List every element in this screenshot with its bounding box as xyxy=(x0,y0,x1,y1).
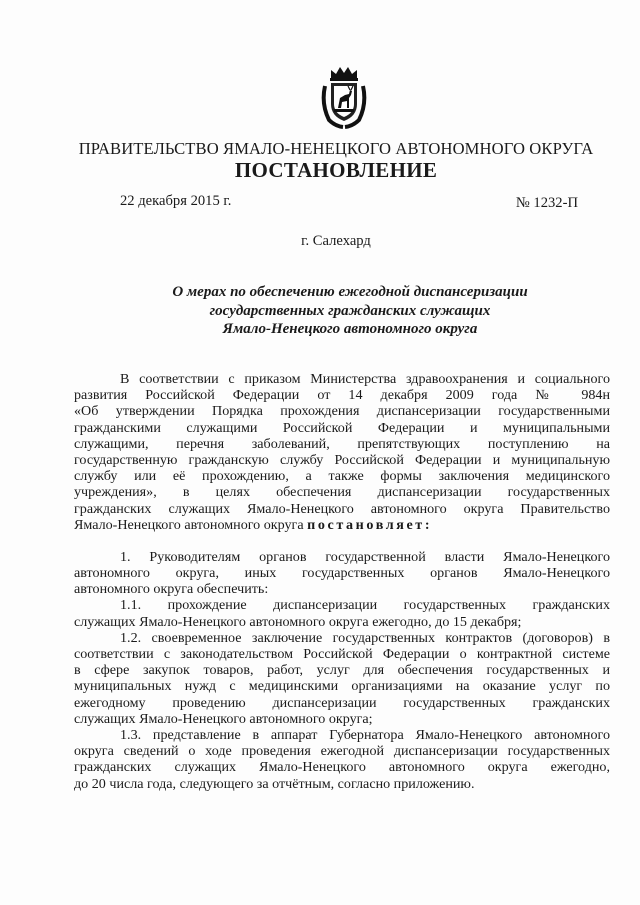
text-line: государственную гражданскую службу Российской Федерации и муниципальную xyxy=(74,451,610,468)
text-line: гражданскими служащими Российской Федерации и муниципальными xyxy=(74,419,610,436)
text-line: «Об утверждении Порядка прохождения диспансеризации государственными xyxy=(74,403,610,420)
resolves-word: постановляет: xyxy=(307,516,433,533)
text-line: 1.2. своевременное заключение государственных контрактов (договоров) в xyxy=(120,629,610,646)
document-number: № 1232-П xyxy=(515,195,578,211)
text-line: служащих Ямало-Ненецкого автономного округа; xyxy=(74,710,373,727)
text-line: учреждения», в целях обеспечения диспансеризации государственных xyxy=(74,484,610,501)
document-body xyxy=(74,371,610,792)
document-date: 22 декабря 2015 г. xyxy=(120,193,232,209)
text-line: до 20 числа года, следующего за отчётным, согласно приложению. xyxy=(74,775,475,792)
text-line: В соответствии с приказом Министерства здравоохранения и социального xyxy=(120,371,610,387)
title-line: государственных гражданских служащих xyxy=(209,302,491,319)
text-line: 1.1. прохождение диспансеризации государственных гражданских xyxy=(120,597,610,614)
text-line: развития Российской Федерации от 14 декабря 2009 года № 984н xyxy=(74,387,610,404)
government-name: ПРАВИТЕЛЬСТВО ЯМАЛО-НЕНЕЦКОГО АВТОНОМНОГО ОКРУГА xyxy=(78,139,594,158)
text-line: ежегодному проведению диспансеризации государственных гражданских xyxy=(74,694,610,711)
document-title xyxy=(100,283,600,339)
text-line: в сфере закупок товаров, работ, услуг для обеспечения государственных и xyxy=(74,662,610,679)
item-1 xyxy=(74,549,610,598)
title-line: О мерах по обеспечению ежегодной диспансеризации xyxy=(172,284,528,300)
coat-of-arms-icon xyxy=(319,64,369,130)
item-1-3 xyxy=(74,727,610,792)
text-line: служащими, перечня заболеваний, препятствующих поступлению на xyxy=(74,435,610,452)
document-city: г. Салехард xyxy=(301,233,371,249)
text-line: муниципальных нужд с медицинскими организациями на оказание услуг по xyxy=(74,678,610,695)
text-line: гражданских служащих Ямало-Ненецкого автономного округа Правительство xyxy=(74,500,610,517)
text-line: соответствии с законодательством Российской Федерации о контрактной системе xyxy=(74,646,610,662)
text-line: 1.3. представление в аппарат Губернатора Ямало-Ненецкого автономного xyxy=(120,726,610,743)
text-line: гражданских служащих Ямало-Ненецкого автономного округа ежегодно, xyxy=(74,759,610,776)
text-line: службу или её прохождению, а также формы заключения медицинского xyxy=(74,468,610,485)
text-line: округа сведений о ходе проведения ежегодной диспансеризации государственных xyxy=(74,743,610,760)
document-type: ПОСТАНОВЛЕНИЕ xyxy=(234,158,438,182)
item-1-1 xyxy=(74,597,610,629)
preamble xyxy=(74,371,610,533)
text-line: автономного округа, иных государственных органов Ямало-Ненецкого xyxy=(74,565,610,582)
text-line xyxy=(74,517,610,533)
item-1-2 xyxy=(74,630,610,727)
preamble-last-text: Ямало-Ненецкого автономного округа xyxy=(74,516,304,533)
title-line: Ямало-Ненецкого автономного округа xyxy=(222,321,478,337)
text-line: автономного округа обеспечить: xyxy=(74,581,269,598)
text-line: 1. Руководителям органов государственной власти Ямало-Ненецкого xyxy=(120,548,610,565)
text-line: служащих Ямало-Ненецкого автономного округа ежегодно, до 15 декабря; xyxy=(74,613,522,630)
